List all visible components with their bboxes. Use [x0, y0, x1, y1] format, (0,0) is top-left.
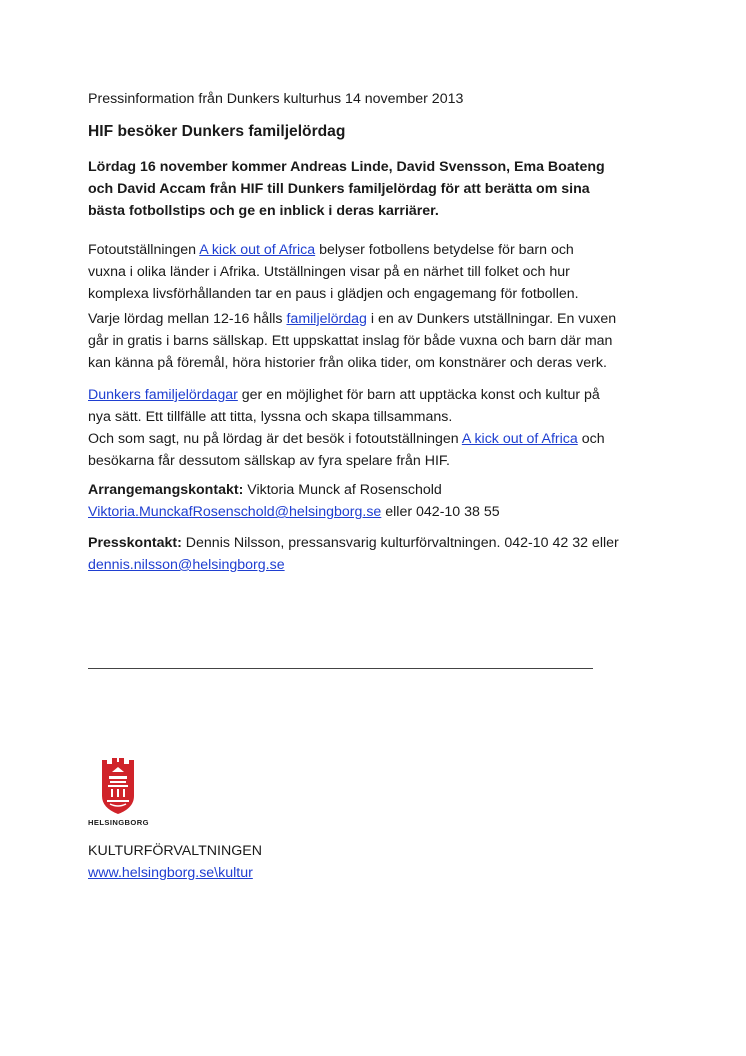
p3-line: besökarna får dessutom sällskap av fyra spelare från HIF.: [88, 453, 450, 469]
p2-line: Varje lördag mellan 12-16 hålls familjelördag i en av Dunkers utställningar. En vuxen: [88, 311, 617, 327]
press-label: Presskontakt:: [88, 535, 182, 551]
exhibition-link-2[interactable]: A kick out of Africa: [461, 431, 578, 447]
arrangement-contact: [88, 479, 500, 523]
arr-phone: eller 042-10 38 55: [381, 504, 500, 520]
p1-line: vuxna i olika länder i Afrika. Utställningen visar på en närhet till folket och hur: [88, 264, 570, 280]
p1-line: komplexa livsförhållanden tar en paus i glädjen och engagemang för fotbollen.: [88, 286, 579, 302]
footer: [88, 840, 262, 884]
p2-line: kan känna på föremål, höra historier från olika tider, om konstnärer och deras verk.: [88, 355, 607, 371]
press-contact: [88, 532, 619, 576]
lead-line: bästa fotbollstips och ge en inblick i deras karriärer.: [88, 203, 439, 219]
familjelordagar-link[interactable]: Dunkers familjelördagar: [88, 387, 238, 403]
divider: [88, 668, 593, 669]
arr-email-link[interactable]: Viktoria.MunckafRosenschold@helsingborg.se: [88, 504, 382, 520]
arr-name: Viktoria Munck af Rosenschold: [243, 482, 442, 498]
press-text: Dennis Nilsson, pressansvarig kulturförvaltningen. 042-10 42 32 eller: [181, 535, 619, 551]
footer-url-link[interactable]: www.helsingborg.se\kultur: [88, 865, 253, 881]
page-title: HIF besöker Dunkers familjelördag: [88, 123, 346, 140]
helsingborg-crest-icon: [98, 756, 138, 821]
header-line: Pressinformation från Dunkers kulturhus 14 november 2013: [88, 91, 464, 107]
footer-dept: KULTURFÖRVALTNINGEN: [88, 843, 262, 859]
logo-text: HELSINGBORG: [88, 818, 149, 827]
p3-line: nya sätt. Ett tillfälle att titta, lyssna och skapa tillsammans.: [88, 409, 453, 425]
lead-line: och David Accam från HIF till Dunkers familjelördag för att berätta om sina: [88, 181, 590, 197]
paragraph-3: [88, 384, 605, 472]
paragraph-1: [88, 239, 579, 305]
paragraph-2: [88, 308, 616, 374]
familjelordag-link[interactable]: familjelördag: [286, 311, 367, 327]
p2-line: går in gratis i barns sällskap. Ett uppskattat inslag för både vuxna och barn där man: [88, 333, 613, 349]
lead-paragraph: [88, 156, 605, 222]
p3-line: Dunkers familjelördagar ger en möjlighet för barn att upptäcka konst och kultur på: [88, 387, 600, 403]
exhibition-link[interactable]: A kick out of Africa: [199, 242, 316, 258]
press-email-link[interactable]: dennis.nilsson@helsingborg.se: [88, 557, 285, 573]
arr-label: Arrangemangskontakt:: [88, 482, 244, 498]
lead-line: Lördag 16 november kommer Andreas Linde, David Svensson, Ema Boateng: [88, 159, 605, 175]
p1-line: Fotoutställningen A kick out of Africa belyser fotbollens betydelse för barn och: [88, 242, 574, 258]
p3-line: Och som sagt, nu på lördag är det besök i fotoutställningen A kick out of Africa och: [88, 431, 605, 447]
